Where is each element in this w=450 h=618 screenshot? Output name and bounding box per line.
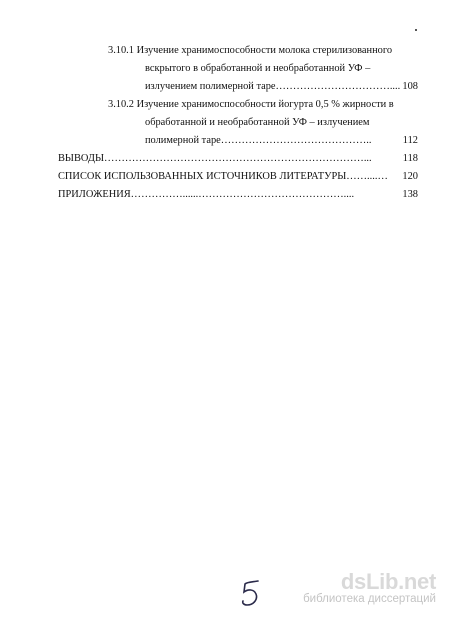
toc-entry-vyvody-page: 118 [402, 153, 418, 164]
toc-entry-3-10-2-line3: полимерной таре…………………………………….. [145, 135, 372, 146]
toc-entry-3-10-1-line2: вскрытого в обработанной и необработанной УФ – [145, 63, 371, 74]
toc-entry-3-10-2-line2: обработанной и необработанной УФ – излучением [145, 117, 370, 128]
toc-entry-prilozheniya: ПРИЛОЖЕНИЯ……………......…………………………………….... [58, 189, 355, 200]
toc-entry-3-10-2-page: 112 [402, 135, 418, 146]
toc-entry-spisok: СПИСОК ИСПОЛЬЗОВАННЫХ ИСТОЧНИКОВ ЛИТЕРАТУРЫ……....… [58, 171, 388, 182]
toc-entry-prilozheniya-page: 138 [402, 189, 418, 200]
scan-speck [415, 29, 417, 31]
watermark-subtitle: библиотека диссертаций [303, 593, 436, 605]
watermark-logo: dsLib.net [340, 569, 436, 594]
watermark [303, 571, 436, 606]
toc-entry-spisok-page: 120 [402, 171, 418, 182]
toc-entry-3-10-1-line3: излучением полимерной таре…………………………….... [145, 81, 401, 92]
handwritten-page-number [239, 578, 263, 608]
toc-entry-vyvody: ВЫВОДЫ…………………………………………………………………... [58, 153, 372, 164]
toc-entry-3-10-1-page: 108 [402, 81, 418, 92]
toc-entry-3-10-1-line1: 3.10.1 Изучение хранимоспособности молока стерилизованного [108, 45, 393, 56]
toc-entry-3-10-2-line1: 3.10.2 Изучение хранимоспособности йогурта 0,5 % жирности в [108, 99, 394, 110]
